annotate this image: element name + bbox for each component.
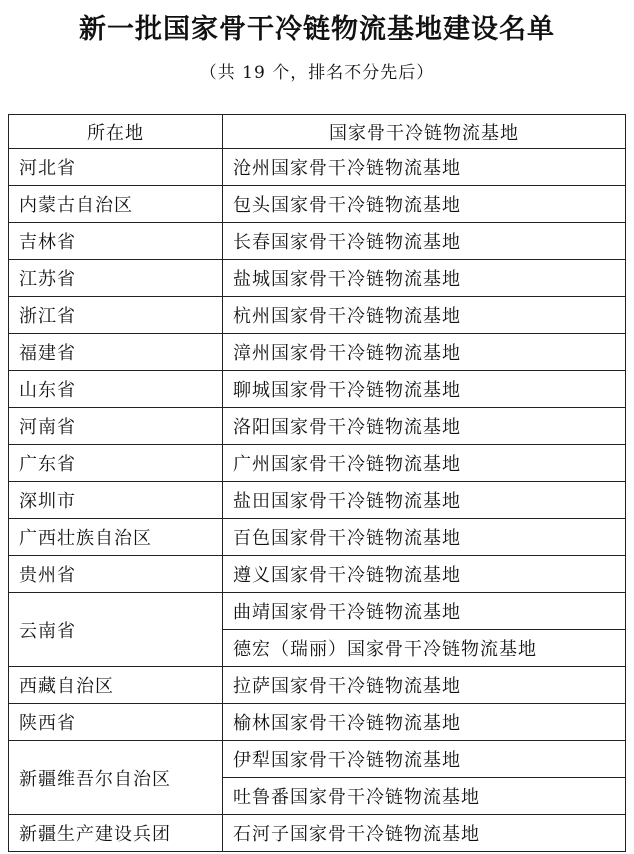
location-cell: 陕西省 — [9, 704, 223, 741]
location-cell: 广东省 — [9, 445, 223, 482]
base-name-cell: 德宏（瑞丽）国家骨干冷链物流基地 — [223, 630, 626, 667]
base-name-cell: 漳州国家骨干冷链物流基地 — [223, 334, 626, 371]
base-name-cell: 榆林国家骨干冷链物流基地 — [223, 704, 626, 741]
base-name-cell: 杭州国家骨干冷链物流基地 — [223, 297, 626, 334]
location-cell: 浙江省 — [9, 297, 223, 334]
location-cell: 河南省 — [9, 408, 223, 445]
column-header-base: 国家骨干冷链物流基地 — [223, 115, 626, 149]
base-name-cell: 百色国家骨干冷链物流基地 — [223, 519, 626, 556]
location-cell: 吉林省 — [9, 223, 223, 260]
table-row — [9, 482, 626, 519]
document-title: 新一批国家骨干冷链物流基地建设名单 — [79, 14, 555, 45]
location-cell: 西藏自治区 — [9, 667, 223, 704]
table-row — [9, 297, 626, 334]
table-row — [9, 445, 626, 482]
base-name-cell: 遵义国家骨干冷链物流基地 — [223, 556, 626, 593]
table-row — [9, 667, 626, 704]
base-name-cell: 吐鲁番国家骨干冷链物流基地 — [223, 778, 626, 815]
table-row — [9, 815, 626, 852]
table-header-row — [9, 115, 626, 149]
table-row — [9, 260, 626, 297]
base-name-cell: 盐城国家骨干冷链物流基地 — [223, 260, 626, 297]
base-name-cell: 石河子国家骨干冷链物流基地 — [223, 815, 626, 852]
location-cell: 福建省 — [9, 334, 223, 371]
location-cell: 内蒙古自治区 — [9, 186, 223, 223]
table-row — [9, 149, 626, 186]
location-cell: 新疆生产建设兵团 — [9, 815, 223, 852]
location-cell: 广西壮族自治区 — [9, 519, 223, 556]
base-name-cell: 长春国家骨干冷链物流基地 — [223, 223, 626, 260]
cold-chain-base-table — [8, 114, 626, 852]
base-name-cell: 伊犁国家骨干冷链物流基地 — [223, 741, 626, 778]
table-row — [9, 223, 626, 260]
location-cell: 河北省 — [9, 149, 223, 186]
table-row — [9, 593, 626, 630]
location-cell: 云南省 — [9, 593, 223, 667]
table-row — [9, 371, 626, 408]
table-row — [9, 408, 626, 445]
base-name-cell: 曲靖国家骨干冷链物流基地 — [223, 593, 626, 630]
base-name-cell: 广州国家骨干冷链物流基地 — [223, 445, 626, 482]
location-cell: 新疆维吾尔自治区 — [9, 741, 223, 815]
column-header-location: 所在地 — [9, 115, 223, 149]
table-row — [9, 741, 626, 778]
base-name-cell: 沧州国家骨干冷链物流基地 — [223, 149, 626, 186]
table-row — [9, 334, 626, 371]
location-cell: 山东省 — [9, 371, 223, 408]
base-name-cell: 拉萨国家骨干冷链物流基地 — [223, 667, 626, 704]
table-row — [9, 519, 626, 556]
table-body — [9, 149, 626, 852]
location-cell: 深圳市 — [9, 482, 223, 519]
base-name-cell: 盐田国家骨干冷链物流基地 — [223, 482, 626, 519]
location-cell: 江苏省 — [9, 260, 223, 297]
location-cell: 贵州省 — [9, 556, 223, 593]
base-name-cell: 包头国家骨干冷链物流基地 — [223, 186, 626, 223]
table-row — [9, 704, 626, 741]
table-row — [9, 186, 626, 223]
table-row — [9, 556, 626, 593]
base-name-cell: 洛阳国家骨干冷链物流基地 — [223, 408, 626, 445]
base-name-cell: 聊城国家骨干冷链物流基地 — [223, 371, 626, 408]
document-subtitle: （共 19 个，排名不分先后） — [199, 63, 435, 83]
